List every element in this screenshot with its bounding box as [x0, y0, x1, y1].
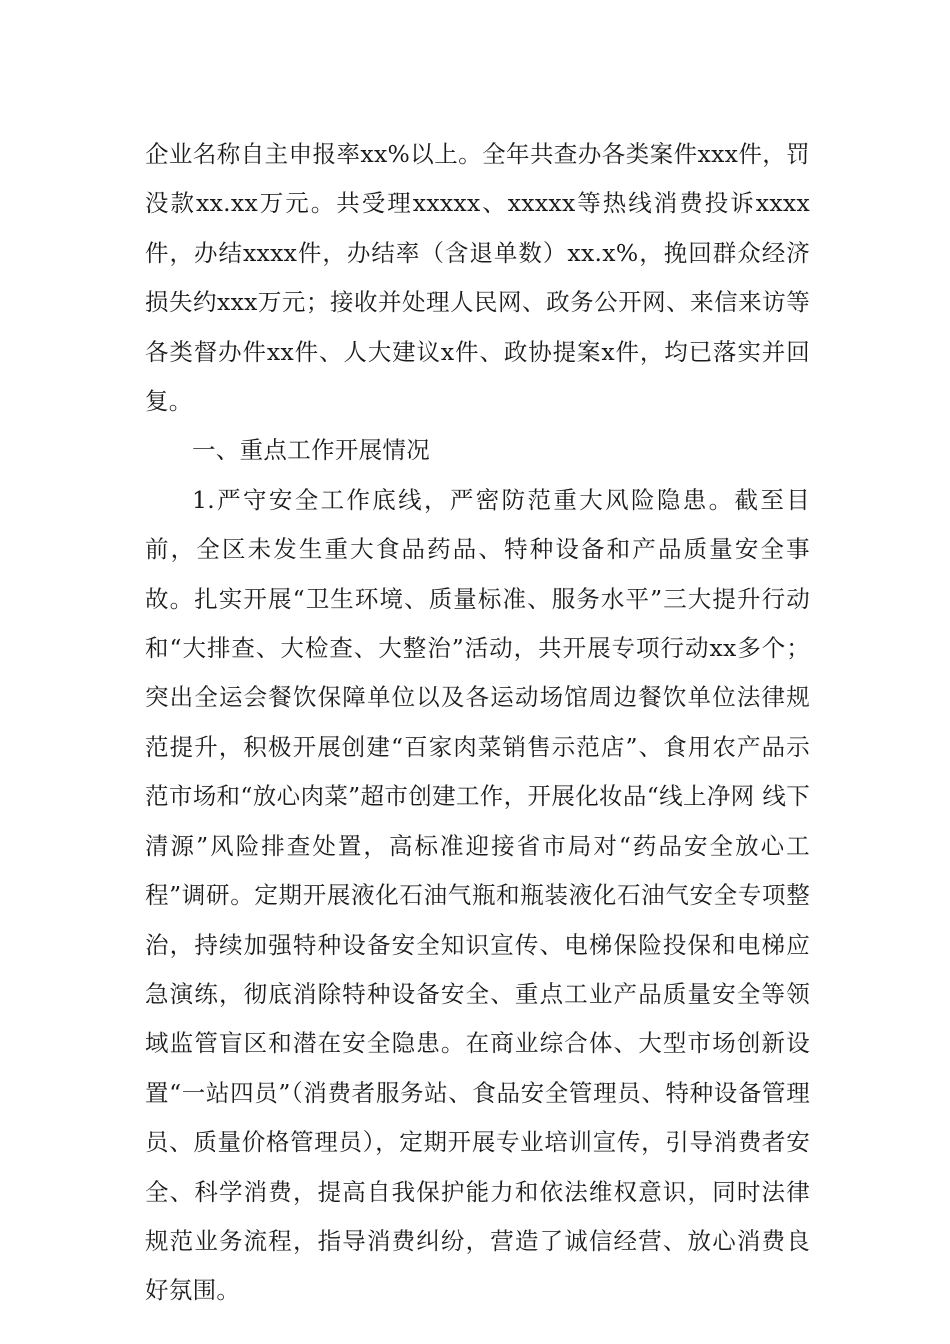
- paragraph-intro-continued: 企业名称自主申报率xx%以上。全年共查办各类案件xxx件，罚没款xx.xx万元。共受理xxxxx、xxxxx等热线消费投诉xxxx件，办结xxxx件，办结率（含退单数）xx.x%，挽回群众经济损失约xxx万元；接收并处理人民网、政务公开网、来信来访等各类督办件xx件、人大建议x件、政协提案x件，均已落实并回复。: [145, 140, 810, 416]
- document-body: [145, 130, 810, 1316]
- paragraph-item-1: 1.严守安全工作底线，严密防范重大风险隐患。截至目前，全区未发生重大食品药品、特种设备和产品质量安全事故。扎实开展“卫生环境、质量标准、服务水平”三大提升行动和“大排查、大检查、大整治”活动，共开展专项行动xx多个；突出全运会餐饮保障单位以及各运动场馆周边餐饮单位法律规范提升，积极开展创建“百家肉菜销售示范店”、食用农产品示范市场和“放心肉菜”超市创建工作，开展化妆品“线上净网 线下清源”风险排查处置，高标准迎接省市局对“药品安全放心工程”调研。定期开展液化石油气瓶和瓶装液化石油气安全专项整治，持续加强特种设备安全知识宣传、电梯保险投保和电梯应急演练，彻底消除特种设备安全、重点工业产品质量安全等领域监管盲区和潜在安全隐患。在商业综合体、大型市场创新设置“一站四员”（消费者服务站、食品安全管理员、特种设备管理员、质量价格管理员），定期开展专业培训宣传，引导消费者安全、科学消费，提高自我保护能力和依法维权意识，同时法律规范业务流程，指导消费纠纷，营造了诚信经营、放心消费良好氛围。: [145, 485, 810, 1305]
- section-heading: 一、重点工作开展情况: [192, 436, 430, 465]
